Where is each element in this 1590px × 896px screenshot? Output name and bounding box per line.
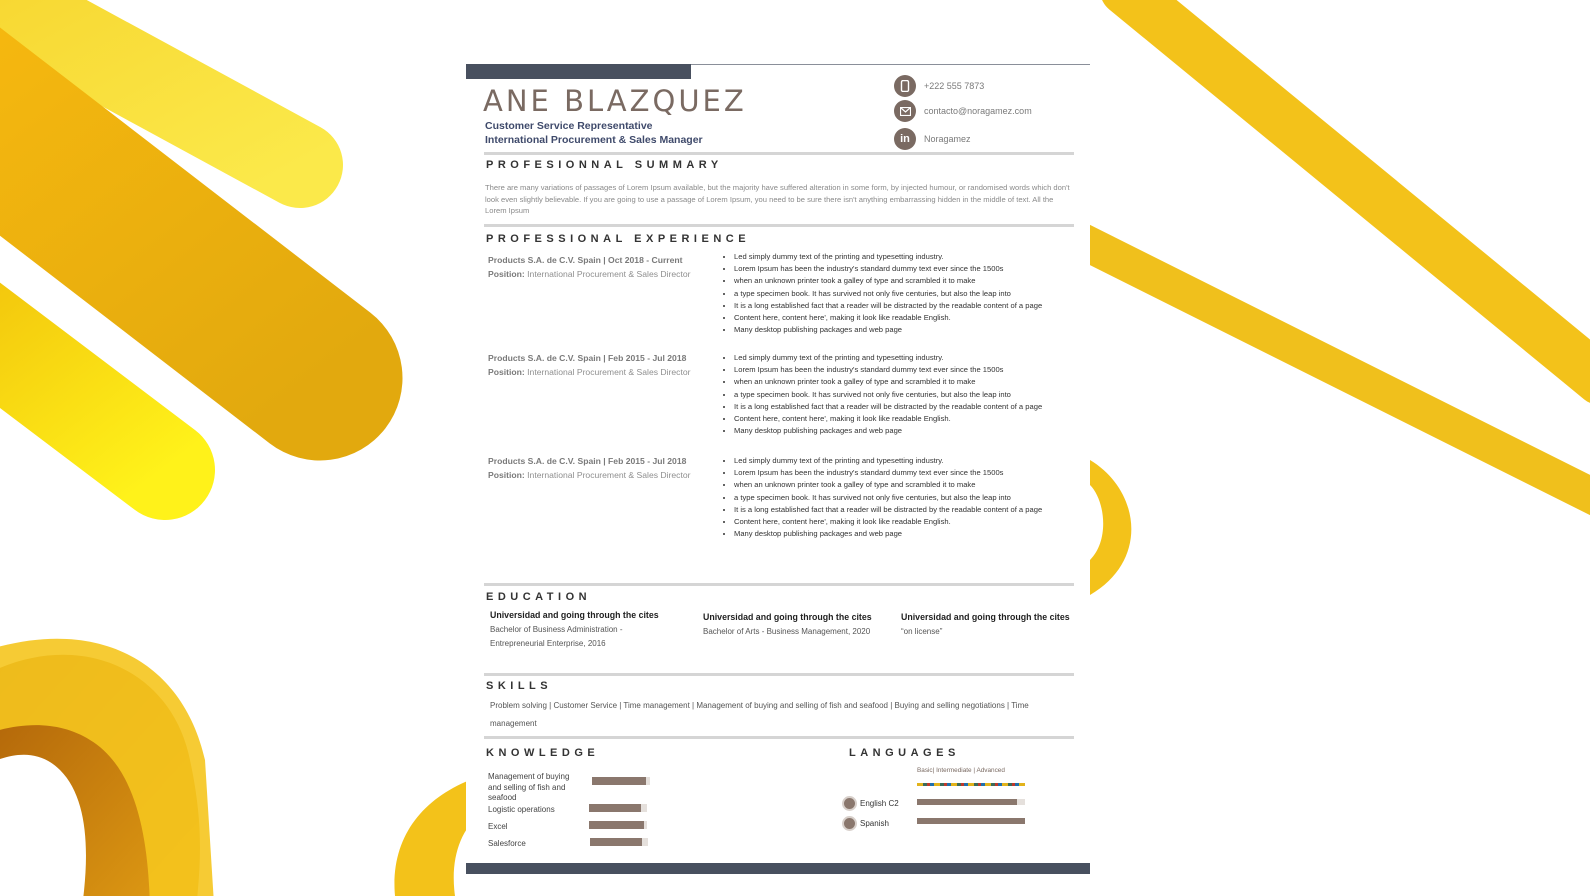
list-item: • Lorem Ipsum has been the industry's standard dummy text ever since the 1500s: [734, 364, 1042, 376]
list-item: • Lorem Ipsum has been the industry's standard dummy text ever since the 1500s: [734, 263, 1042, 275]
candidate-name: ANE BLAZQUEZ: [483, 84, 747, 118]
divider: [484, 736, 1074, 739]
email-link[interactable]: contacto@noragamez.com: [924, 106, 1032, 116]
language-item-1: [844, 796, 899, 810]
phone-text: +222 555 7873: [924, 81, 985, 91]
job-position-label: Position:: [488, 470, 525, 480]
languages-title: LANGUAGES: [849, 747, 960, 759]
job-3-header: [488, 454, 691, 482]
knowledge-title: KNOWLEDGE: [486, 747, 600, 759]
job-2-header: [488, 351, 691, 379]
summary-text: There are many variations of passages of Lorem Ipsum available, but the majority have suffered alteration in some form, by injected humour, or randomised words which don't look even slightly believable. If you are going to use a passage of Lorem Ipsum, you need to be sure there isn't anything embarrassing hidden in the middle of text. All the Lorem Ipsum: [485, 183, 1070, 215]
header-accent-bar: [466, 64, 691, 79]
subtitle-line-1: Customer Service Representative: [485, 120, 653, 132]
list-item: • Led simply dummy text of the printing and typesetting industry.: [734, 251, 1042, 263]
list-item: • a type specimen book. It has survived not only five centuries, but also the leap into: [734, 389, 1042, 401]
list-item: • Content here, content here', making it look like readable English.: [734, 312, 1042, 324]
language-bar-fill: [917, 818, 1025, 824]
knowledge-bar: [590, 838, 648, 846]
job-position: International Procurement & Sales Director: [527, 269, 691, 279]
job-company: Products S.A. de C.V. Spain | Feb 2015 - Jul 2018: [488, 353, 687, 363]
list-item: • Content here, content here', making it look like readable English.: [734, 413, 1042, 425]
language-scale-label: Basic| Intermediate | Advanced: [917, 767, 1005, 774]
linkedin-icon: in: [894, 128, 916, 150]
skills-title: SKILLS: [486, 680, 553, 692]
job-position: International Procurement & Sales Director: [527, 367, 691, 377]
language-item-2: [844, 816, 889, 830]
list-item: • It is a long established fact that a reader will be distracted by the readable content of a page: [734, 300, 1042, 312]
job-3-bullets: [719, 455, 1042, 540]
knowledge-bar-fill: [589, 821, 644, 829]
language-label: English C2: [860, 798, 899, 808]
education-item-1: [490, 610, 659, 651]
education-item-3: [901, 612, 1070, 639]
education-title: EDUCATION: [486, 591, 592, 603]
knowledge-bar: [589, 804, 647, 812]
list-item: • when an unknown printer took a galley of type and scrambled it to make: [734, 376, 1042, 388]
envelope-icon: [894, 100, 916, 122]
list-item: • It is a long established fact that a reader will be distracted by the readable content of a page: [734, 401, 1042, 413]
list-item: • when an unknown printer took a galley of type and scrambled it to make: [734, 479, 1042, 491]
list-item: • Many desktop publishing packages and web page: [734, 324, 1042, 336]
subtitle-line-2: International Procurement & Sales Manager: [485, 134, 703, 146]
list-item: • It is a long established fact that a reader will be distracted by the readable content of a page: [734, 504, 1042, 516]
divider: [484, 673, 1074, 676]
job-company: Products S.A. de C.V. Spain | Oct 2018 - Current: [488, 255, 683, 265]
summary-title: PROFESIONNAL SUMMARY: [486, 159, 723, 171]
list-item: • a type specimen book. It has survived not only five centuries, but also the leap into: [734, 492, 1042, 504]
experience-title: PROFESSIONAL EXPERIENCE: [486, 233, 751, 245]
knowledge-label: Management of buying and selling of fish and seafood: [488, 772, 570, 802]
linkedin-link[interactable]: Noragamez: [924, 134, 971, 144]
knowledge-bar: [589, 821, 647, 829]
language-dot-icon: [844, 818, 855, 829]
job-1-bullets: [719, 251, 1042, 336]
stripe-mid-right: [1060, 230, 1590, 500]
knowledge-bar: [592, 777, 650, 785]
contact-phone: [894, 74, 984, 98]
knowledge-bar-fill: [589, 804, 641, 812]
curve-right: [1090, 460, 1131, 595]
list-item: • Led simply dummy text of the printing and typesetting industry.: [734, 352, 1042, 364]
stripe-top-right: [1125, 0, 1590, 380]
list-item: • Many desktop publishing packages and web page: [734, 528, 1042, 540]
education-school: Universidad and going through the cites: [490, 610, 659, 620]
education-degree-line: Bachelor of Business Administration -: [490, 625, 623, 634]
knowledge-label: Salesforce: [488, 839, 526, 848]
contact-linkedin: [894, 127, 971, 151]
divider: [484, 583, 1074, 586]
job-position-label: Position:: [488, 367, 525, 377]
list-item: • a type specimen book. It has survived not only five centuries, but also the leap into: [734, 288, 1042, 300]
skills-text: Problem solving | Customer Service | Time management | Management of buying and selling of fish and seafood | Buying and selling negotiations | Time management: [490, 701, 1029, 728]
footer-accent-bar: [466, 863, 1090, 874]
language-dot-icon: [844, 798, 855, 809]
education-degree: [490, 623, 659, 651]
knowledge-label: Logistic operations: [488, 805, 555, 814]
phone-icon: [894, 75, 916, 97]
list-item: • when an unknown printer took a galley of type and scrambled it to make: [734, 275, 1042, 287]
language-bar: [917, 799, 1025, 805]
job-2-bullets: [719, 352, 1042, 437]
education-degree-line: Entrepreneurial Enterprise, 2016: [490, 639, 606, 648]
contact-email: [894, 99, 1032, 123]
education-school: Universidad and going through the cites: [901, 612, 1070, 622]
education-item-2: [703, 612, 872, 639]
list-item: • Led simply dummy text of the printing and typesetting industry.: [734, 455, 1042, 467]
divider: [484, 152, 1074, 155]
job-company: Products S.A. de C.V. Spain | Feb 2015 - Jul 2018: [488, 456, 687, 466]
knowledge-bar-fill: [590, 838, 642, 846]
resume-page: [466, 64, 1090, 874]
language-bar-fill: [917, 799, 1017, 805]
job-position: International Procurement & Sales Director: [527, 470, 691, 480]
education-degree: “on license”: [901, 627, 943, 636]
divider: [484, 224, 1074, 227]
job-position-label: Position:: [488, 269, 525, 279]
list-item: • Lorem Ipsum has been the industry's standard dummy text ever since the 1500s: [734, 467, 1042, 479]
knowledge-label: Excel: [488, 822, 508, 831]
education-school: Universidad and going through the cites: [703, 612, 872, 622]
education-degree: Bachelor of Arts - Business Management, 2020: [703, 627, 871, 636]
list-item: • Many desktop publishing packages and web page: [734, 425, 1042, 437]
language-label: Spanish: [860, 818, 889, 828]
language-scale-bar: [917, 783, 1025, 786]
header-rule: [691, 64, 1090, 65]
knowledge-bar-fill: [592, 777, 646, 785]
job-1-header: [488, 253, 691, 281]
language-bar: [917, 818, 1025, 824]
list-item: • Content here, content here', making it look like readable English.: [734, 516, 1042, 528]
